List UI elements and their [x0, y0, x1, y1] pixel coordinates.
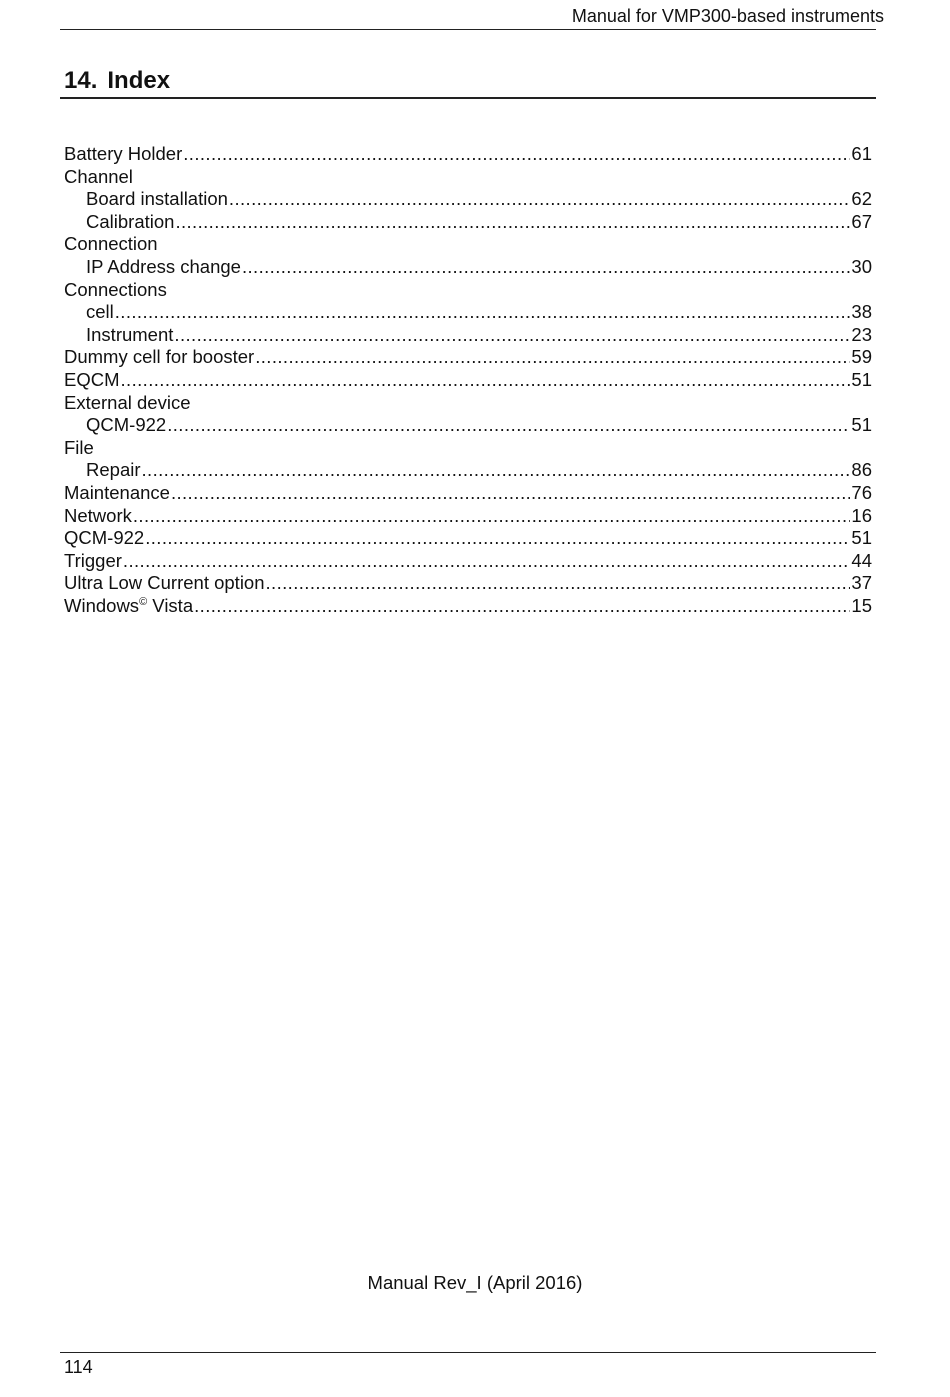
dot-leader	[194, 595, 850, 618]
index-term: File	[64, 436, 94, 458]
index-term: Calibration	[86, 210, 175, 232]
index-entry	[64, 188, 872, 211]
index-page-number: 38	[851, 301, 872, 323]
footer-rule	[60, 1352, 876, 1353]
dot-leader	[175, 211, 850, 234]
index-term: Battery Holder	[64, 143, 183, 164]
index-entry	[64, 211, 872, 234]
index-entry	[64, 301, 872, 324]
index-list	[64, 143, 872, 617]
index-entry	[64, 392, 872, 415]
index-page-number: 76	[851, 481, 872, 503]
index-page-number: 62	[851, 188, 872, 210]
index-term: Instrument	[86, 323, 174, 345]
header-rule	[60, 29, 876, 30]
index-entry	[64, 437, 872, 460]
dot-leader	[183, 143, 850, 166]
index-term: QCM-922	[64, 527, 145, 549]
index-entry	[64, 550, 872, 573]
index-term: IP Address change	[86, 255, 241, 277]
index-term: External device	[64, 391, 191, 413]
index-term: Connection	[64, 233, 158, 255]
section-title: Index	[107, 67, 171, 94]
index-term: cell	[86, 301, 114, 323]
page-title	[64, 66, 170, 96]
dot-leader	[255, 346, 850, 369]
dot-leader	[229, 188, 851, 211]
index-page-number: 30	[851, 255, 872, 277]
index-term: QCM-922	[86, 414, 167, 436]
running-header: Manual for VMP300-based instruments	[571, 6, 884, 26]
index-entry	[64, 572, 872, 595]
index-entry	[64, 279, 872, 302]
dot-leader	[123, 550, 851, 573]
index-term: Dummy cell for booster	[64, 346, 255, 368]
index-page-number: 51	[851, 414, 872, 436]
index-entry	[64, 233, 872, 256]
dot-leader	[115, 301, 851, 324]
index-term: Network	[64, 504, 132, 526]
index-page-number: 15	[851, 594, 872, 616]
index-entry	[64, 346, 872, 369]
index-term: Trigger	[64, 549, 122, 571]
index-entry	[64, 256, 872, 279]
index-term: Maintenance	[64, 481, 170, 503]
index-page-number: 16	[851, 504, 872, 526]
dot-leader	[133, 505, 851, 528]
index-term: Windows© Vista	[64, 594, 194, 616]
dot-leader	[142, 459, 851, 482]
copyright-mark: ©	[139, 595, 148, 608]
index-entry	[64, 166, 872, 189]
index-page-number: 51	[851, 368, 872, 390]
page-number: 114	[64, 1357, 93, 1377]
index-entry	[64, 459, 872, 482]
index-page-number: 44	[851, 549, 872, 571]
dot-leader	[145, 527, 850, 550]
index-entry	[64, 595, 872, 618]
section-number: 14.	[64, 67, 98, 94]
index-term: EQCM	[64, 368, 120, 390]
index-page-number: 23	[851, 323, 872, 345]
index-term: Connections	[64, 278, 167, 300]
index-entry	[64, 369, 872, 392]
dot-leader	[174, 324, 850, 347]
index-entry	[64, 324, 872, 347]
index-page-number: 59	[851, 346, 872, 368]
index-page-number: 51	[851, 527, 872, 549]
index-term: Ultra Low Current option	[64, 572, 265, 594]
index-term: Repair	[86, 459, 141, 481]
dot-leader	[121, 369, 851, 392]
dot-leader	[266, 572, 851, 595]
dot-leader	[242, 256, 850, 279]
title-rule	[60, 97, 876, 99]
index-page-number: 61	[851, 143, 872, 164]
index-entry	[64, 143, 872, 166]
dot-leader	[167, 414, 850, 437]
index-term: Board installation	[86, 188, 228, 210]
index-page-number: 37	[851, 572, 872, 594]
index-term: Channel	[64, 165, 133, 187]
index-page-number: 67	[851, 210, 872, 232]
index-entry	[64, 527, 872, 550]
index-entry	[64, 505, 872, 528]
footer-revision: Manual Rev_I (April 2016)	[367, 1272, 583, 1293]
dot-leader	[171, 482, 850, 505]
index-entry	[64, 414, 872, 437]
index-entry	[64, 482, 872, 505]
index-page-number: 86	[851, 459, 872, 481]
